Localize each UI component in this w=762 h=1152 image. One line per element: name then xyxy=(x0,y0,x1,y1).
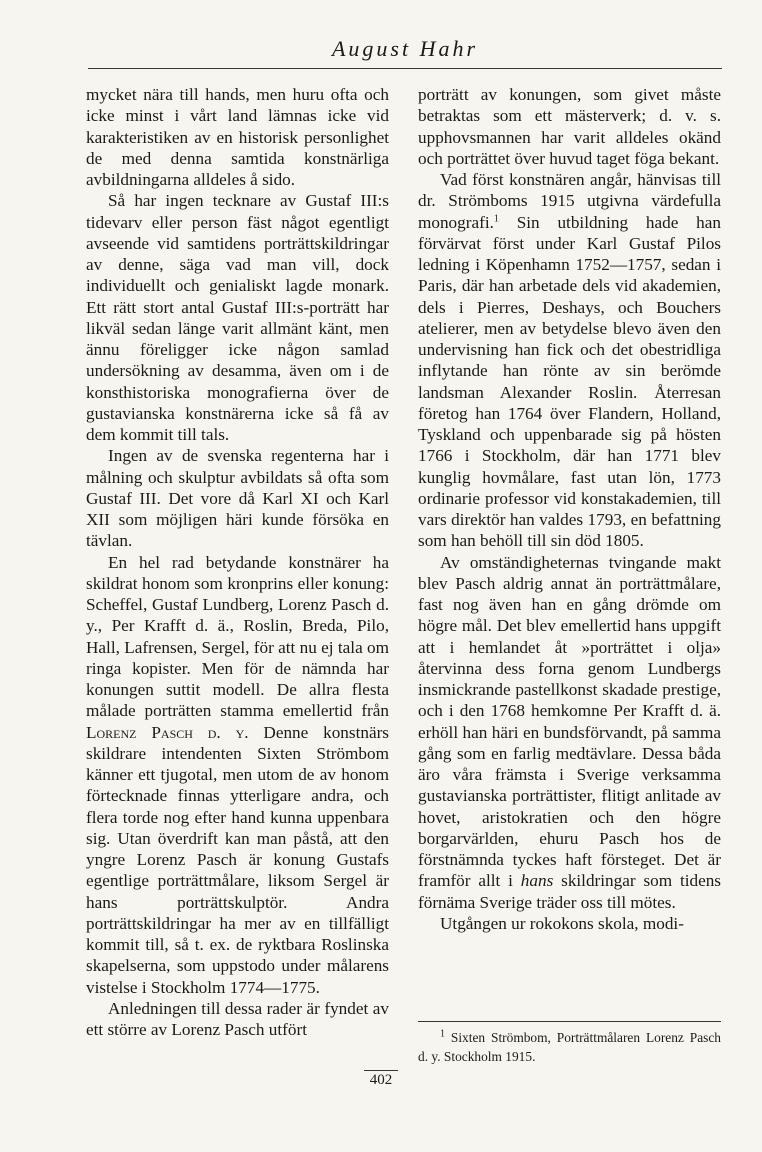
page-number-value: 402 xyxy=(364,1070,399,1088)
left-column xyxy=(86,84,389,1040)
text-span: Sin utbildning hade han förvärvat först under Karl Gustaf Pilos ledning i Köpenhamn 1752—1757, sedan i Paris, där han arbetade dels vid akademien, dels i Pierres, Deshays, och Bouchers atelierer, men av betydelse blevo även den undervisning han fick och det obestridliga inflytande han rönte av sin berömde landsman Alexander Roslin. Återresan företog han 1764 över Flandern, Holland, Tyskland och uppenbarade sig på hösten 1766 i Stockholm, där han 1771 blev kunglig hovmålare, fast utan lön, 1773 ordinarie professor vid konstakademien, till vars direktör han valdes 1793, en befattning som han behöll till sin död 1805. xyxy=(418,212,721,551)
paragraph: mycket nära till hands, men huru ofta och icke minst i vårt land lämnas icke vid karakteristiken av en historisk personlighet de med denna samtida konstnärliga avbildningarna alldeles å sido. xyxy=(86,85,389,189)
text-span: En hel rad betydande konstnärer ha skildrat honom som kronprins eller konung: Scheffel, Gustaf Lundberg, Lorenz Pasch d. y., Per Krafft d. ä., Roslin, Breda, Pilo, Hall, Lafrensen, Sergel, för att nu ej tala om ringa kopister. Men för de nämnda har konungen suttit modell. De allra flesta målade porträtten stamma emellertid från xyxy=(86,552,389,721)
footnote xyxy=(418,1028,721,1066)
text-span: Vad först konstnären angår, hänvisas till dr. Strömboms 1915 utgivna värdefulla monografi. xyxy=(418,170,721,232)
paragraph: Utgången ur rokokons skola, modi- xyxy=(440,913,684,933)
right-column xyxy=(418,84,721,934)
paragraph: porträtt av konungen, som givet måste betraktas som ett mästerverk; d. v. s. upphovsmannen har varit alldeles okänd och porträttet över huvud taget föga bekant. xyxy=(418,85,721,168)
footnote-body: Sixten Strömbom, Porträttmålaren Lorenz Pasch d. y. Stockholm 1915. xyxy=(418,1030,721,1064)
paragraph: Ingen av de svenska regenterna har i målning och skulptur avbildats så ofta som Gustaf III. Det vore då Karl XI och Karl XII som möjligen häri kunde försöka en tävlan. xyxy=(86,446,389,551)
paragraph xyxy=(86,552,389,998)
paragraph xyxy=(418,169,721,552)
footnote-text xyxy=(418,1028,721,1066)
footnote-mark: 1 xyxy=(440,1028,445,1040)
text-span: Av omständigheternas tvingande makt blev Pasch aldrig annat än porträttmålare, fast nog även han en gång drömde om högre mål. Det blev emellertid hans uppgift att i hemlandet åt »porträttet i olja» återvinna dess forna genom Lundbergs insmickrande pastellkonst skadade prestige, och i den 1768 hemkomne Per Krafft d. ä. erhöll han häri en bundsförvandt, på samma gång som en farlig medtävlare. Dessa båda äro våra främsta i Sverige verksamma gustavianska porträttister, flitigt anlitade av hovet, aristokratien och den högre borgarvärlden, ehuru Pasch hos de förstnämnda tyckes haft försteget. Det är framför allt i xyxy=(418,552,721,891)
text-span: Denne konstnärs skildrare intendenten Sixten Strömbom känner ett tjugotal, men utom de av honom förtecknade finnas ytterligare andra, och flera torde nog efter hand kunna uppenbara sig. Utan överdrift kan man påstå, att den yngre Lorenz Pasch är konung Gustafs egentlige porträttmålare, liksom Sergel är hans porträttskulptör. Andra porträttskildringar ha mer av en tillfälligt kommit till, så t. ex. de ryktbara Roslinska skapelserna, som uppstodo under målarens vistelse i Stockholm 1774—1775. xyxy=(86,722,389,997)
footnote-marker[interactable]: 1 xyxy=(493,212,499,224)
footnote-rule xyxy=(418,1021,721,1022)
paragraph: Anledningen till dessa rader är fyndet av ett större av Lorenz Pasch utfört xyxy=(86,998,389,1039)
header-rule xyxy=(88,68,722,69)
italic-word: hans xyxy=(520,871,554,891)
artist-name-small-caps: Lorenz Pasch d. y. xyxy=(86,722,249,742)
page-number xyxy=(0,1072,762,1089)
text-span: skildringar som tidens förnäma Sverige träder oss till mötes. xyxy=(418,871,722,912)
paragraph xyxy=(418,552,721,913)
paragraph: Så har ingen tecknare av Gustaf III:s tidevarv eller person fäst något egentligt avseende vid samtidens porträttskildringar av denne, säga vad man vill, dock individuellt och genialiskt lagde monark. Ett rätt stort antal Gustaf III:s-porträtt har likväl sedan länge varit allmänt känt, men ännu föreligger icke någon samlad undersökning av desamma, även om i de konsthistoriska monografierna över de gustavianska konstnärerna icke så få av dem kommit till tals. xyxy=(86,191,389,444)
running-header: August Hahr xyxy=(331,36,479,61)
